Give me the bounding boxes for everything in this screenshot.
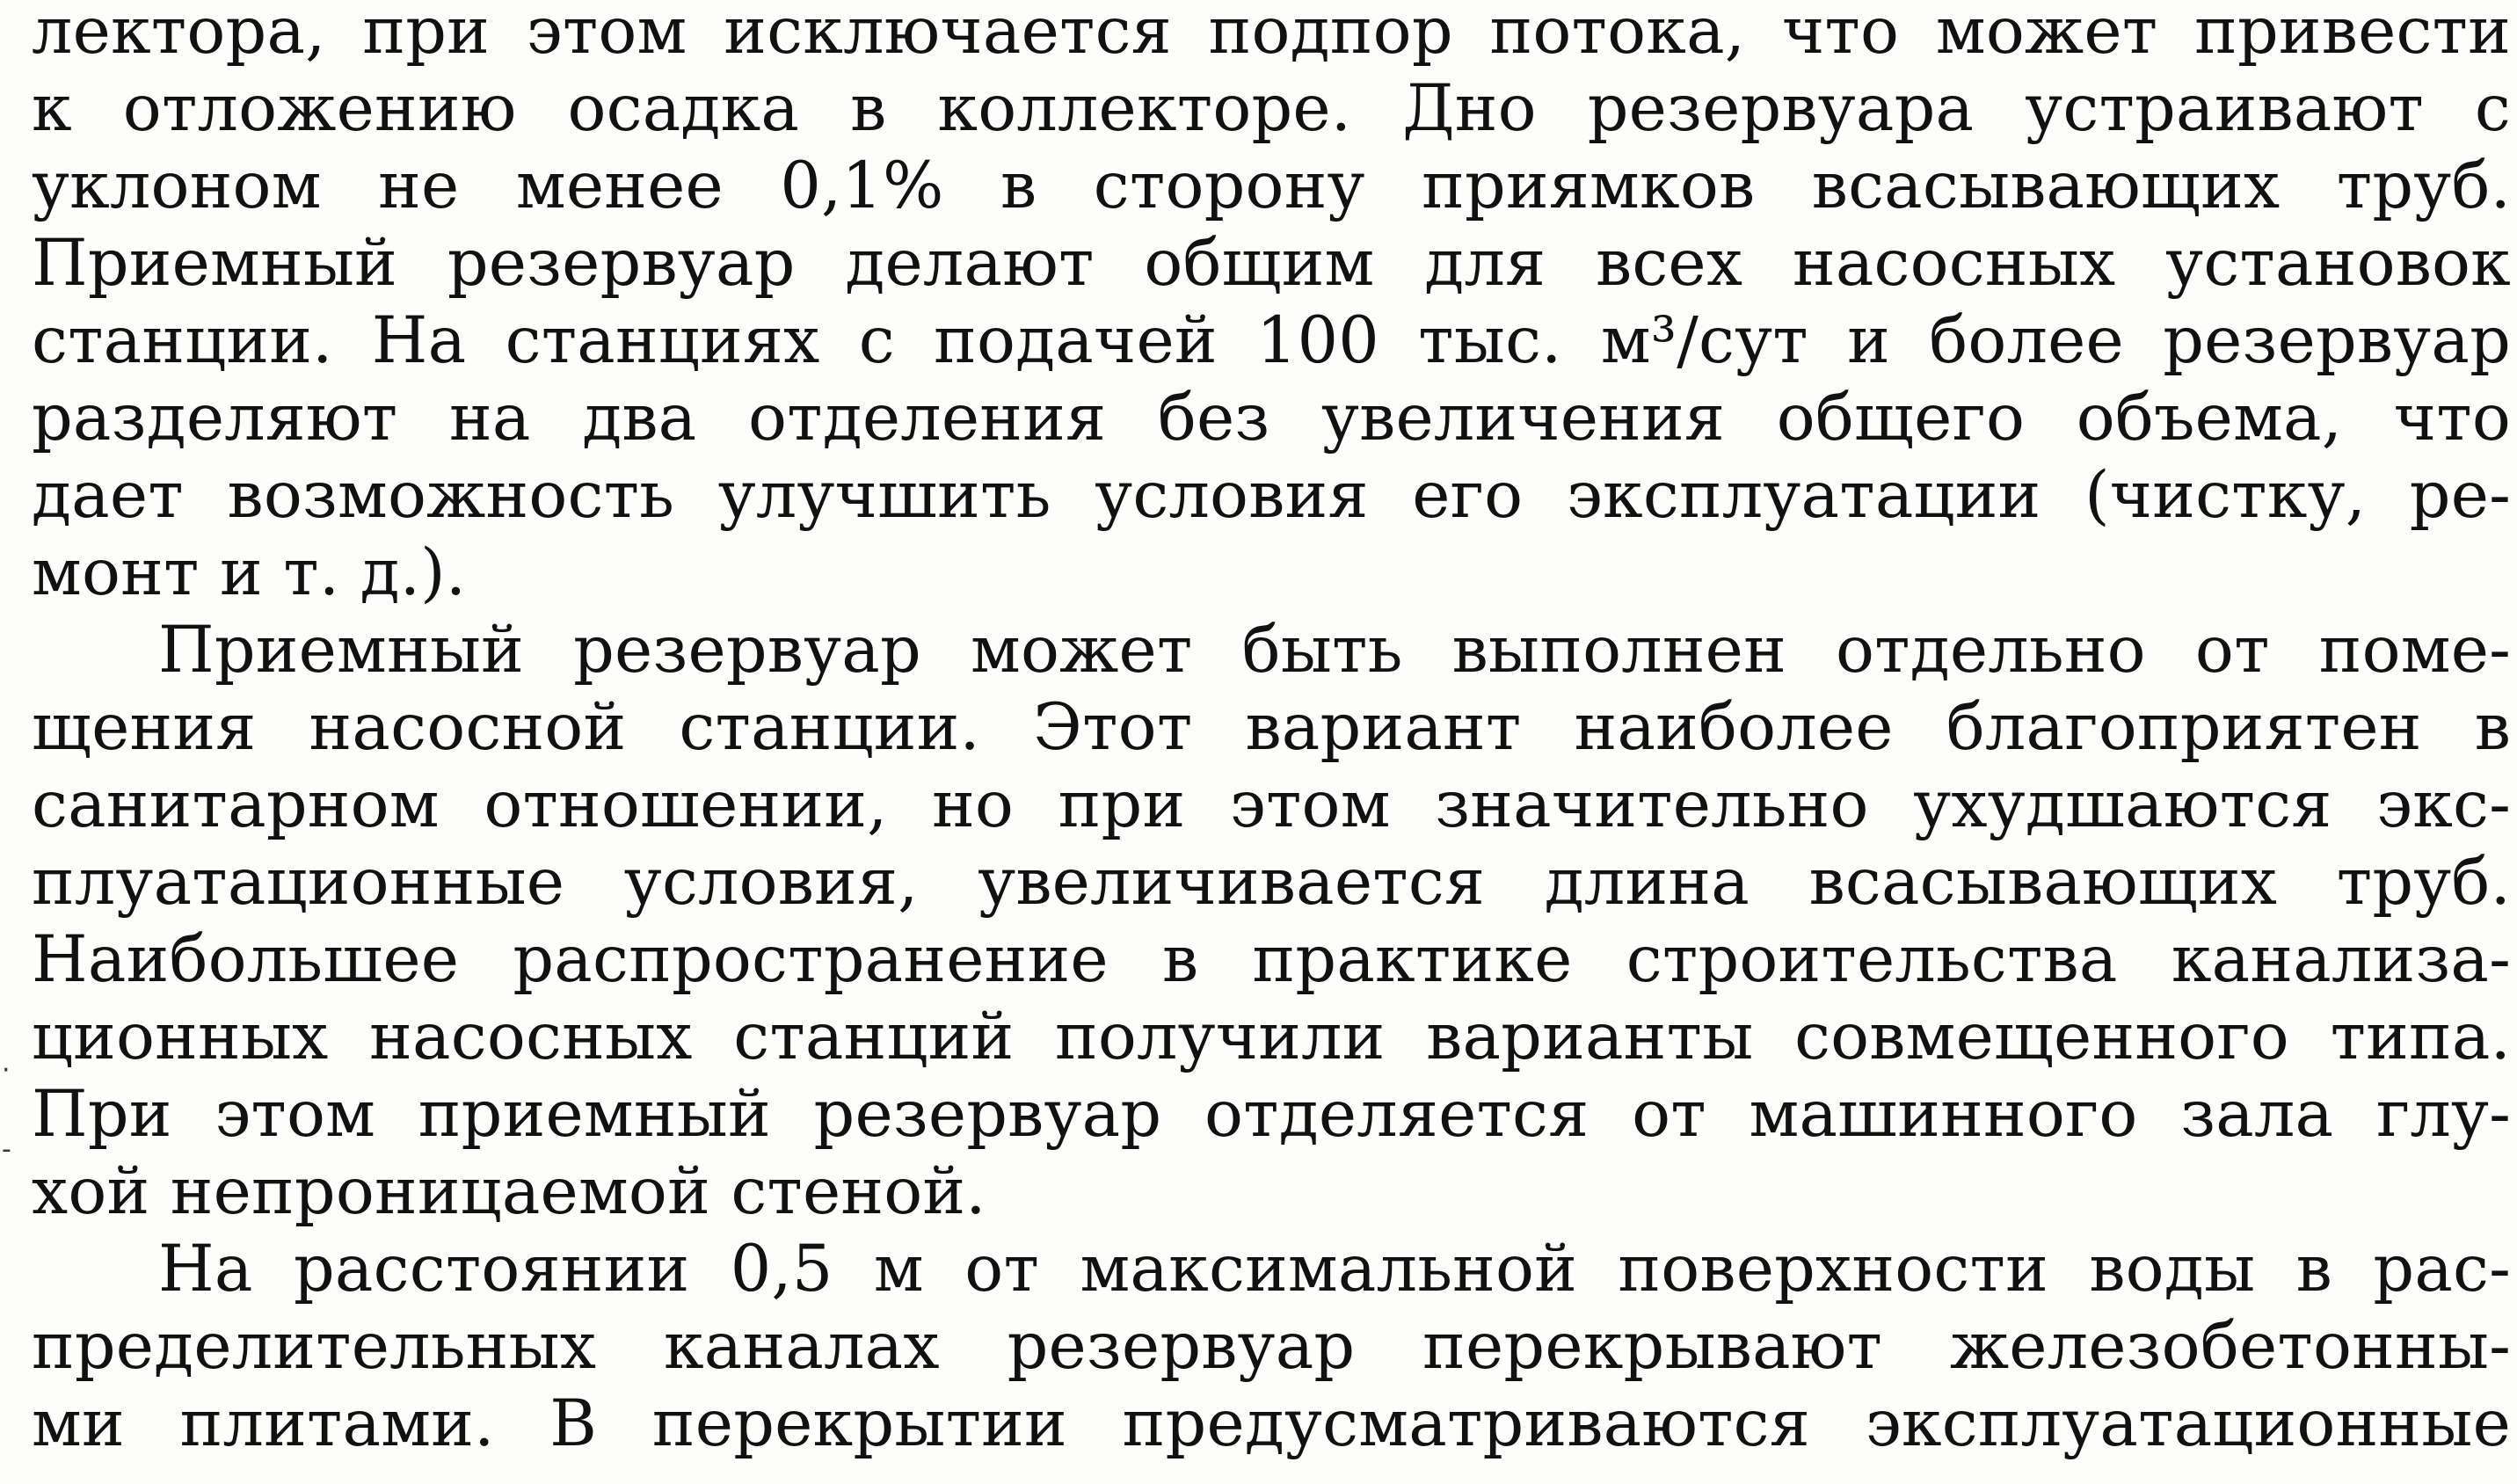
paragraph-3-line-1: На расстоянии 0,5 м от максимальной поверхности воды в рас- (158, 1232, 2511, 1306)
text-line-7: дает возможность улучшить условия его эксплуатации (чистку, ре- (32, 458, 2511, 533)
text-line-1: лектора, при этом исключается подпор потока, что может привести (32, 0, 2511, 69)
text-line-10: щения насосной станции. Этот вариант наиболее благоприятен в (32, 690, 2511, 765)
text-line-5: станции. На станциях с подачей 100 тыс. м³/сут и более резервуар (32, 303, 2511, 378)
text-line-18: пределительных каналах резервуар перекрывают железобетонны- (32, 1309, 2511, 1384)
text-line-3: уклоном не менее 0,1% в сторону приямков всасывающих труб. (32, 149, 2511, 223)
text-line-15: При этом приемный резервуар отделяется от машинного зала глу- (32, 1077, 2511, 1152)
text-line-19: ми плитами. В перекрытии предусматриваются эксплуатационные (32, 1386, 2511, 1461)
text-line-8: монт и т. д.). (32, 535, 467, 610)
text-line-6: разделяют на два отделения без увеличения общего объема, что (32, 381, 2511, 455)
text-line-16: хой непроницаемой стеной. (32, 1154, 986, 1229)
text-line-13: Наибольшее распространение в практике строительства канализа- (32, 922, 2511, 997)
margin-tick: - (2, 1134, 11, 1165)
text-line-2: к отложению осадка в коллекторе. Дно резервуара устраивают с (32, 71, 2511, 146)
text-line-12: плуатационные условия, увеличивается длина всасывающих труб. (32, 845, 2511, 920)
text-line-11: санитарном отношении, но при этом значительно ухудшаются экс- (32, 767, 2511, 842)
margin-dot: · (2, 1055, 11, 1086)
text-line-14: ционных насосных станций получили варианты совмещенного типа. (32, 1000, 2511, 1074)
paragraph-2-line-1: Приемный резервуар может быть выполнен отдельно от поме- (158, 613, 2511, 687)
text-line-4: Приемный резервуар делают общим для всех насосных установок (32, 226, 2511, 301)
